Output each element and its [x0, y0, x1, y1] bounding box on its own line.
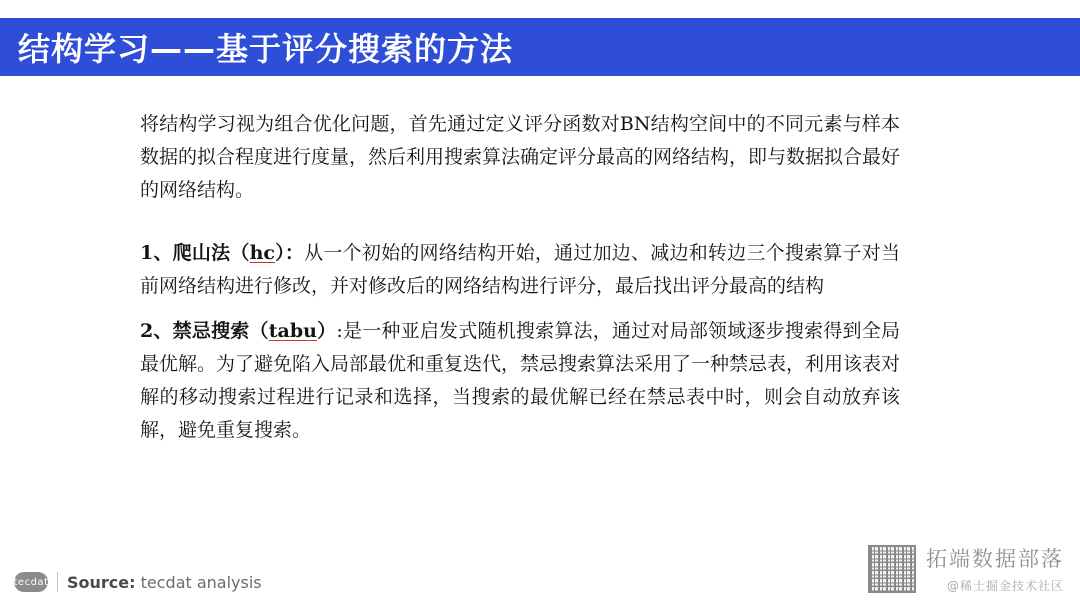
paragraph-spacer	[140, 219, 900, 237]
item1-term-end: ）：	[274, 242, 305, 264]
item2-description: :是一种亚启发式随机搜索算法，通过对局部领域逐步搜索得到全局最优解。为了避免陷入局部最优和重复迭代，禁忌搜索算法采用了一种禁忌表，利用该表对解的移动搜索过程进行记录和选择，当搜索的最优解已经在禁忌表中时，则会自动放弃该解，避免重复搜索。	[140, 320, 901, 441]
footer-source-block	[14, 572, 262, 592]
item1-number: 1、	[140, 242, 173, 264]
footer-divider	[57, 572, 58, 592]
item1-keyword: hc	[249, 242, 275, 264]
slide-footer	[0, 547, 1080, 604]
item2-number: 2、	[140, 320, 173, 342]
page-title: 结构学习——基于评分搜索的方法	[18, 30, 514, 68]
paragraph-item-2	[140, 315, 900, 447]
item2-keyword: tabu	[268, 320, 317, 342]
qr-code-icon	[868, 545, 916, 593]
slide-title-bar	[0, 18, 1080, 76]
paragraph-item-1	[140, 237, 900, 303]
watermark-text	[926, 543, 1064, 594]
source-label: Source:	[67, 572, 136, 592]
slide-body	[140, 108, 900, 459]
item1-term: 爬山法（	[172, 242, 250, 264]
item2-term: 禁忌搜索（	[172, 320, 269, 342]
tecdat-logo-icon: tecdat	[14, 572, 48, 592]
source-value: tecdat analysis	[140, 572, 262, 592]
item1-description: 从一个初始的网络结构开始，通过加边、减边和转边三个搜索算子对当前网络结构进行修改，并对修改后的网络结构进行评分，最后找出评分最高的结构	[140, 242, 900, 297]
paragraph-intro: 将结构学习视为组合优化问题，首先通过定义评分函数对BN结构空间中的不同元素与样本数据的拟合程度进行度量，然后利用搜索算法确定评分最高的网络结构，即与数据拟合最好的网络结构。	[140, 113, 901, 201]
watermark-title: 拓端数据部落	[926, 547, 1064, 571]
footer-source-text	[67, 573, 262, 592]
item2-term-end: ）	[316, 320, 337, 342]
watermark-block	[868, 543, 1064, 594]
watermark-subtitle: @稀土掘金技术社区	[946, 579, 1064, 593]
